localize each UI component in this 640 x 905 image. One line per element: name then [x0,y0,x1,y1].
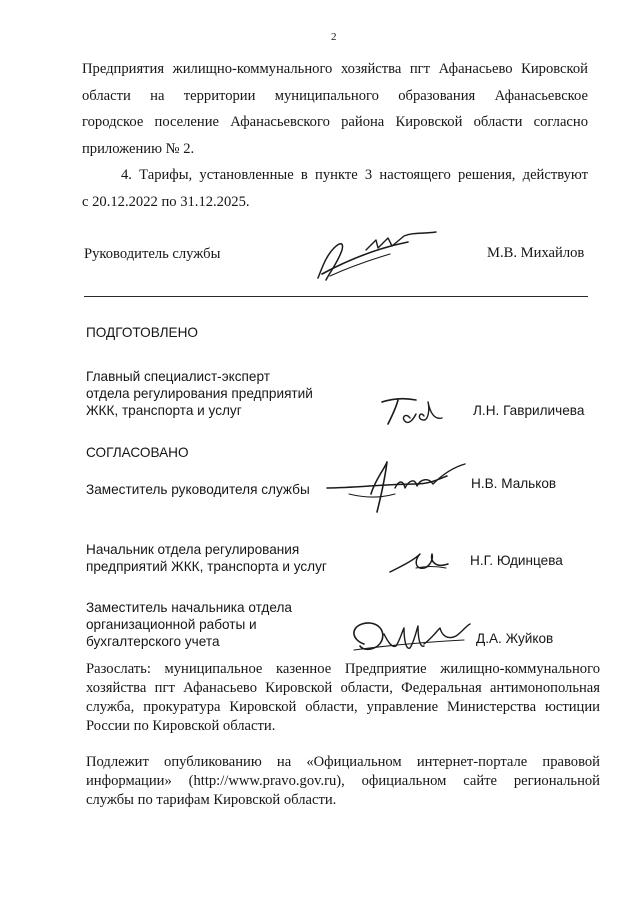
head-signature [308,228,448,288]
agreed-name: Н.В. Мальков [471,476,557,491]
prepared-role-line: Главный специалист-эксперт [86,369,270,384]
publication-line: Подлежит опубликованию на «Официальном интернет-портале правовой [86,754,600,770]
agreed-name: Н.Г. Юдинцева [470,553,563,568]
agreed-role-line: предприятий ЖКК, транспорта и услуг [86,559,327,574]
agreed-name: Д.А. Жуйков [476,631,554,646]
prepared-name: Л.Н. Гавриличева [473,403,585,418]
prepared-role-line: отдела регулирования предприятий [86,386,313,401]
distribution-line: Разослать: муниципальное казенное Предприятие жилищно-коммунального [86,661,600,677]
separator-line [84,296,588,297]
prepared-heading: ПОДГОТОВЛЕНО [86,325,198,340]
prepared-role-line: ЖКК, транспорта и услуг [86,403,242,418]
distribution-line: служба, прокуратура Кировской области, управление Министерства юстиции [86,699,600,715]
distribution-line: хозяйства пгт Афанасьево Кировской области, Федеральная антимонопольная [86,680,600,696]
dept-head-signature [386,548,456,578]
head-name: М.В. Михайлов [487,245,585,261]
distribution-line: России по Кировской области. [86,718,276,734]
agreed-role-line: Начальник отдела регулирования [86,542,300,557]
deputy-head-signature [325,458,475,518]
agreed-role-line: Заместитель руководителя службы [86,482,310,497]
agreed-role-line: бухгалтерского учета [86,634,220,649]
page-number: 2 [331,31,337,43]
deputy-dept-head-signature [344,614,474,660]
body-line: Предприятия жилищно-коммунального хозяйства пгт Афанасьево Кировской [82,61,588,77]
body-line: с 20.12.2022 по 31.12.2025. [82,194,250,210]
body-line: приложению № 2. [82,141,195,157]
body-line: городское поселение Афанасьевского района Кировской области согласно [82,114,588,130]
prepared-signature [380,394,450,430]
publication-line: службы по тарифам Кировской области. [86,792,337,808]
body-line: 4. Тарифы, установленные в пункте 3 настоящего решения, действуют [121,167,588,183]
body-line: области на территории муниципального образования Афанасьевское [82,88,588,104]
publication-line: информации» (http://www.pravo.gov.ru), официальном сайте региональной [86,773,600,789]
agreed-heading: СОГЛАСОВАНО [86,445,189,460]
head-role: Руководитель службы [84,246,221,262]
agreed-role-line: организационной работы и [86,617,257,632]
agreed-role-line: Заместитель начальника отдела [86,600,292,615]
